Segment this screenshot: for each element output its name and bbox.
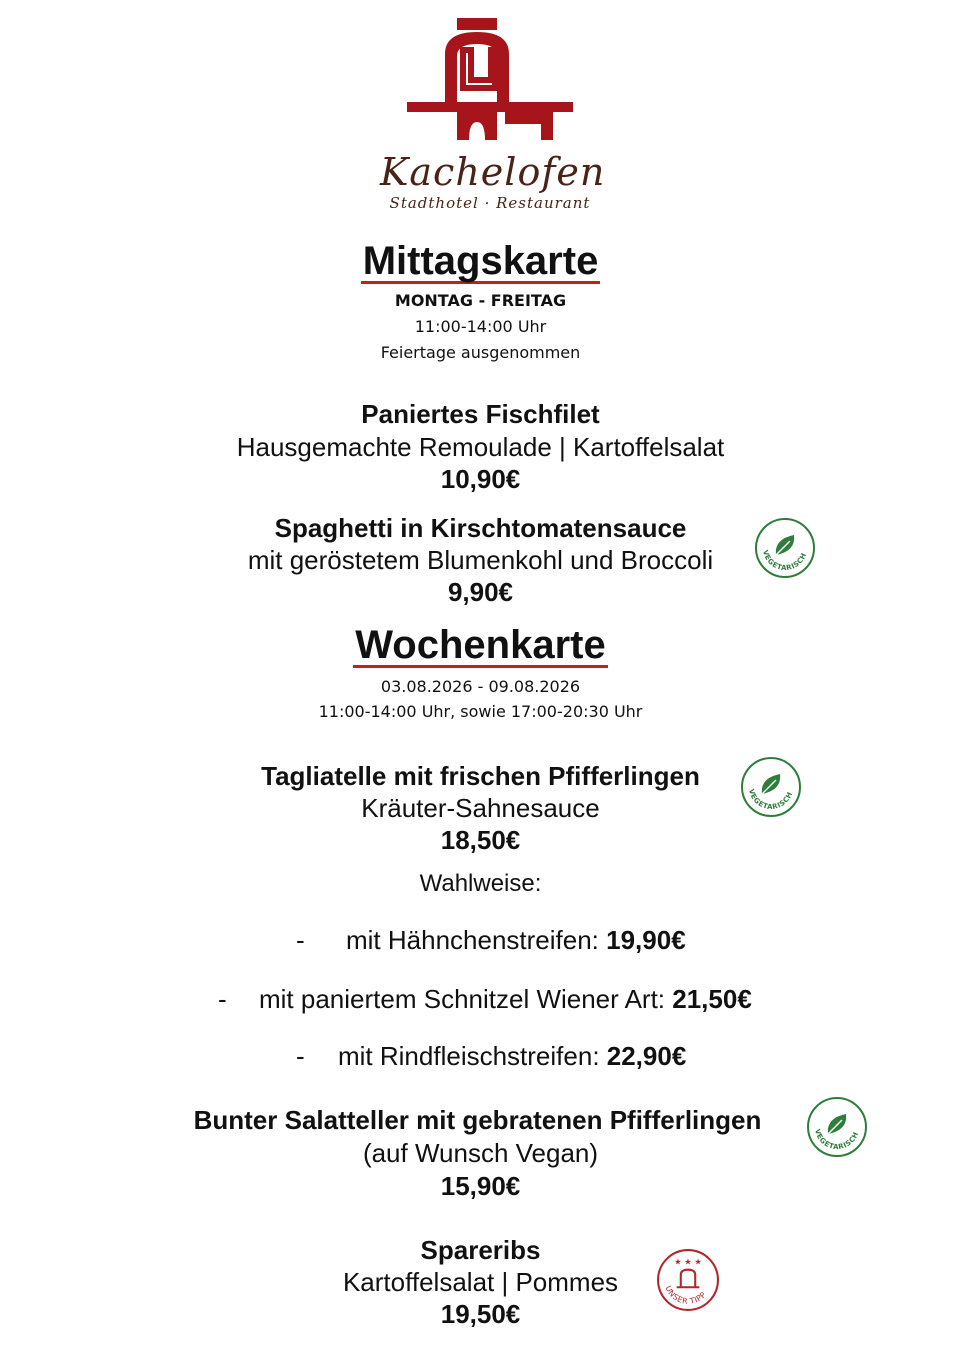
- wahlweise-label: Wahlweise:: [419, 870, 542, 897]
- dish-price: 10,90€: [440, 464, 521, 494]
- brand-subtitle: Stadthotel · Restaurant: [389, 194, 591, 212]
- option-dash: -: [296, 1041, 305, 1071]
- dish-name: Bunter Salatteller mit gebratenen Pfifferlingen: [193, 1105, 762, 1135]
- woche-dates: 03.08.2026 - 09.08.2026: [380, 677, 581, 696]
- brand: [380, 150, 606, 212]
- vegetarisch-badge: [740, 756, 802, 818]
- woche-hours: 11:00-14:00 Uhr, sowie 17:00-20:30 Uhr: [318, 702, 643, 721]
- option-dash: -: [218, 984, 227, 1014]
- mittag-note: Feiertage ausgenommen: [380, 343, 581, 362]
- mittagskarte-title: Mittagskarte: [362, 239, 599, 283]
- dish-desc: mit geröstetem Blumenkohl und Broccoli: [247, 545, 714, 575]
- dish-name: Paniertes Fischfilet: [361, 399, 600, 429]
- unser-tipp-badge: [656, 1248, 720, 1312]
- dish-name: Spaghetti in Kirschtomatensauce: [274, 513, 687, 543]
- kachelofen-oven-logo: [405, 14, 575, 144]
- dish-desc: Kartoffelsalat | Pommes: [342, 1267, 619, 1297]
- dish-price: 9,90€: [447, 577, 514, 607]
- dish-price: 19,50€: [440, 1299, 521, 1329]
- svg-text:VEGETARISCH: VEGETARISCH: [747, 788, 795, 812]
- option-item: mit paniertem Schnitzel Wiener Art: 21,50€: [259, 984, 752, 1014]
- vegetarisch-badge: [806, 1096, 868, 1158]
- svg-text:UNSER TIPP: UNSER TIPP: [663, 1284, 708, 1306]
- brand-name: Kachelofen: [380, 150, 606, 194]
- svg-text:VEGETARISCH: VEGETARISCH: [813, 1128, 861, 1152]
- dish-desc: Hausgemachte Remoulade | Kartoffelsalat: [236, 432, 725, 462]
- dish-price: 18,50€: [440, 825, 521, 855]
- dish-desc: Kräuter-Sahnesauce: [361, 793, 600, 823]
- dish-price: 15,90€: [440, 1171, 521, 1201]
- vegetarisch-badge: [754, 517, 816, 579]
- stars-icon: ★ ★ ★: [674, 1256, 702, 1267]
- dish-name: Tagliatelle mit frischen Pfifferlingen: [261, 761, 700, 791]
- option-item: mit Rindfleischstreifen: 22,90€: [338, 1041, 687, 1071]
- dish-name: Spareribs: [420, 1235, 541, 1265]
- svg-text:VEGETARISCH: VEGETARISCH: [761, 549, 809, 573]
- mittag-days: MONTAG - FREITAG: [394, 291, 567, 310]
- oven-icon: [677, 1270, 700, 1288]
- option-item: mit Hähnchenstreifen: 19,90€: [346, 925, 686, 955]
- mittag-hours: 11:00-14:00 Uhr: [414, 317, 547, 336]
- dish-desc: (auf Wunsch Vegan): [362, 1138, 599, 1168]
- wochenkarte-title: Wochenkarte: [355, 623, 606, 667]
- option-price: 21,50€: [672, 984, 752, 1014]
- option-price: 22,90€: [606, 1041, 687, 1071]
- option-price: 19,90€: [606, 925, 686, 955]
- option-dash: -: [296, 925, 305, 955]
